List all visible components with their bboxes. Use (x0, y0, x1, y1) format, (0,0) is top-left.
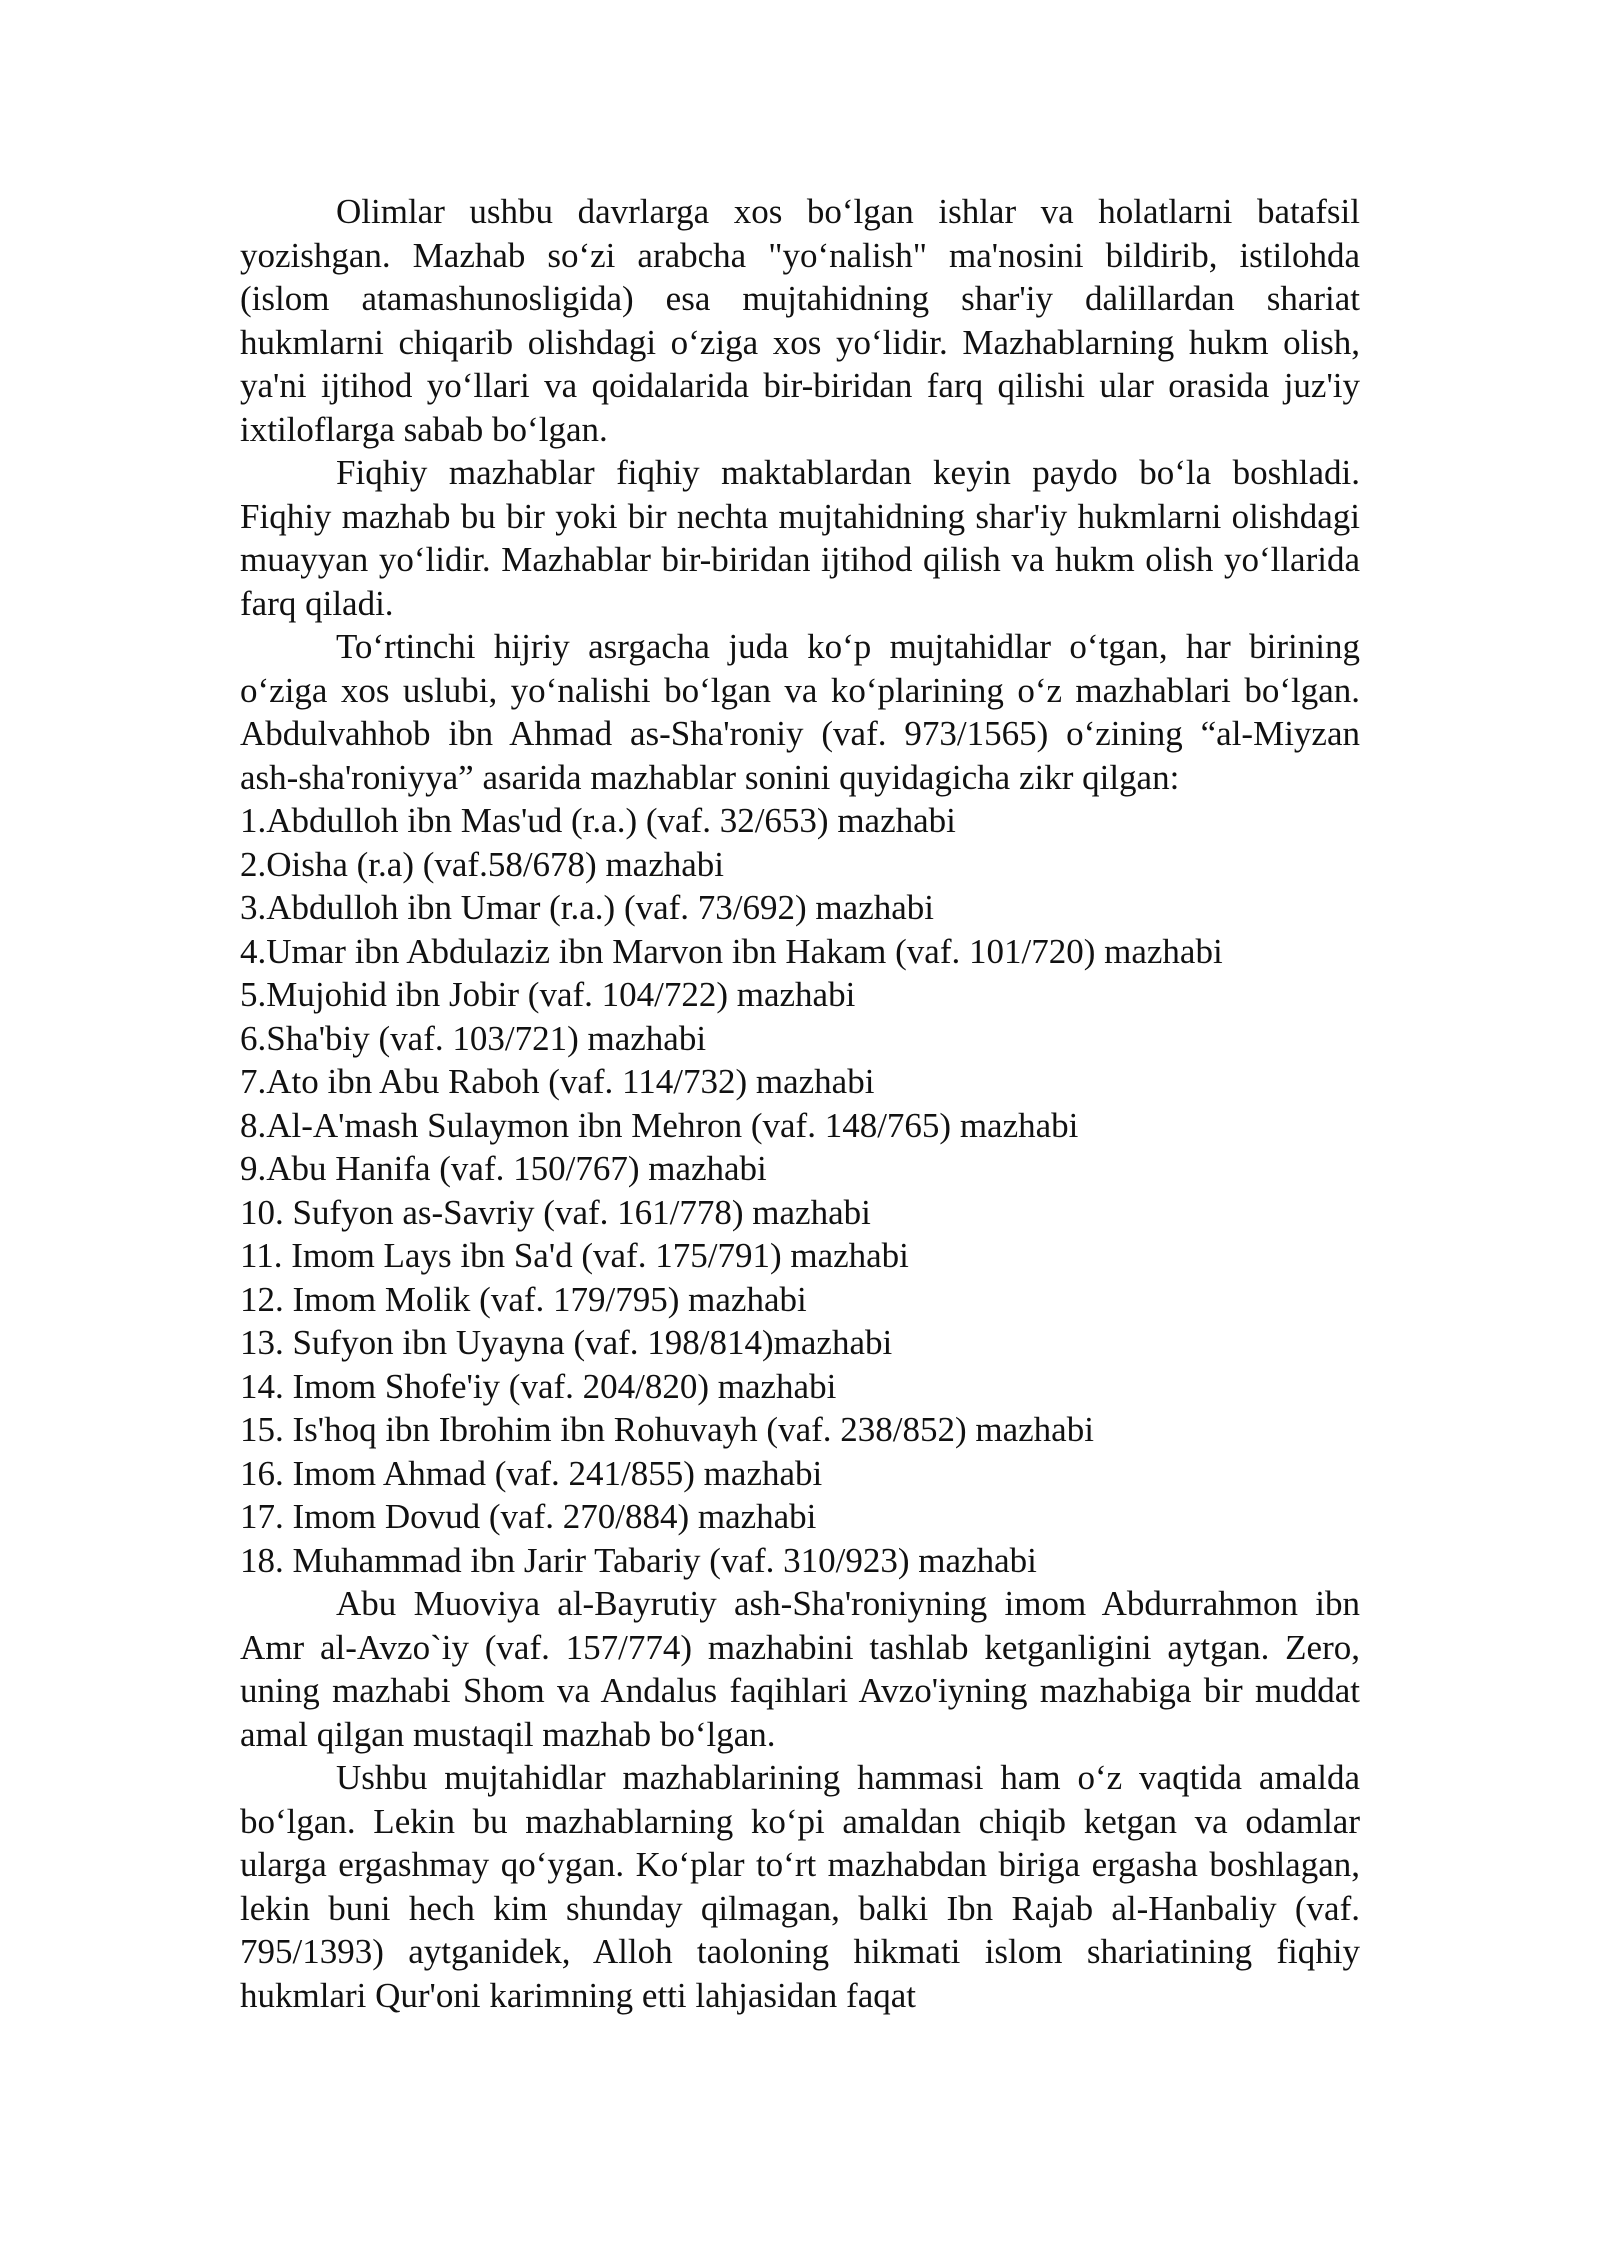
list-item: 16. Imom Ahmad (vaf. 241/855) mazhabi (240, 1453, 823, 1493)
list-item: 12. Imom Molik (vaf. 179/795) mazhabi (240, 1279, 807, 1319)
list-item: 7.Ato ibn Abu Raboh (vaf. 114/732) mazhabi (240, 1062, 875, 1101)
list-item: 4.Umar ibn Abdulaziz ibn Marvon ibn Hakam (vaf. 101/720) mazhabi (240, 931, 1223, 971)
list-item: 10. Sufyon as-Savriy (vaf. 161/778) mazhabi (240, 1192, 871, 1232)
list-item: 15. Is'hoq ibn Ibrohim ibn Rohuvayh (vaf. 238/852) mazhabi (240, 1410, 1094, 1449)
paragraph-sharoniy-intro: To‘rtinchi hijriy asrgacha juda ko‘p mujtahidlar o‘tgan, har birining o‘ziga xos uslubi, yo‘nalishi bo‘lgan va ko‘plarining o‘z mazhablari bo‘lgan. Abdulvahhob ibn Ahmad as-Sha'roniy (vaf. 973/1565) o‘zining “al-Miyzan ash-sha'roniyya” asarida mazhablar sonini quyidagicha zikr qilgan: (240, 627, 1360, 797)
list-item: 11. Imom Lays ibn Sa'd (vaf. 175/791) mazhabi (240, 1236, 909, 1275)
paragraph-avzoiy: Abu Muoviya al-Bayrutiy ash-Sha'roniyning imom Abdurrahmon ibn Amr al-Avzo`iy (vaf. 157/774) mazhabini tashlab ketganligini aytgan. Zero, uning mazhabi Shom va Andalus faqihlari Avzo'iyning mazhabiga bir muddat amal qilgan mustaqil mazhab bo‘lgan. (240, 1584, 1360, 1754)
paragraph-mazhab-definition: Olimlar ushbu davrlarga xos bo‘lgan ishlar va holatlarni batafsil yozishgan. Mazhab so‘zi arabcha "yo‘nalish" ma'nosini bildirib, istilohda (islom atamashunosligida) esa mujtahidning shar'iy dalillardan shariat hukmlarni chiqarib olishdagi o‘ziga xos yo‘lidir. Mazhablarning hukm olish, ya'ni ijtihod yo‘llari va qoidalarida bir-biridan farq qilishi ular orasida juz'iy ixtiloflarga sabab bo‘lgan. (240, 192, 1360, 449)
list-item: 1.Abdulloh ibn Mas'ud (r.a.) (vaf. 32/653) mazhabi (240, 801, 956, 840)
list-item: 17. Imom Dovud (vaf. 270/884) mazhabi (240, 1497, 817, 1536)
paragraph-fiqhiy-mazhablar: Fiqhiy mazhablar fiqhiy maktablardan keyin paydo bo‘la boshladi. Fiqhiy mazhab bu bir yoki bir nechta mujtahidning shar'iy hukmlarni olishdagi muayyan yo‘lidir. Mazhablar bir-biridan ijtihod qilish va hukm olish yo‘llarida farq qiladi. (240, 453, 1360, 623)
list-item: 13. Sufyon ibn Uyayna (vaf. 198/814)mazhabi (240, 1323, 893, 1362)
list-item: 18. Muhammad ibn Jarir Tabariy (vaf. 310/923) mazhabi (240, 1540, 1037, 1580)
list-item: 9.Abu Hanifa (vaf. 150/767) mazhabi (240, 1149, 767, 1188)
list-item: 6.Sha'biy (vaf. 103/721) mazhabi (240, 1018, 707, 1058)
mazhab-list (240, 799, 1360, 1582)
list-item: 3.Abdulloh ibn Umar (r.a.) (vaf. 73/692) mazhabi (240, 888, 934, 927)
list-item: 2.Oisha (r.a) (vaf.58/678) mazhabi (240, 844, 725, 884)
list-item: 5.Mujohid ibn Jobir (vaf. 104/722) mazhabi (240, 975, 856, 1014)
document-page (240, 190, 1360, 2017)
list-item: 8.Al-A'mash Sulaymon ibn Mehron (vaf. 148/765) mazhabi (240, 1105, 1079, 1145)
paragraph-mujtahidlar: Ushbu mujtahidlar mazhablarining hammasi ham o‘z vaqtida amalda bo‘lgan. Lekin bu mazhablarning ko‘pi amaldan chiqib ketgan va odamlar ularga ergashmay qo‘ygan. Ko‘plar to‘rt mazhabdan biriga ergasha boshlagan, lekin buni hech kim shunday qilmagan, balki Ibn Rajab al-Hanbaliy (vaf. 795/1393) aytganidek, Alloh taoloning hikmati islom shariatining fiqhiy hukmlari Qur'oni karimning etti lahjasidan faqat (240, 1758, 1360, 2015)
list-item: 14. Imom Shofe'iy (vaf. 204/820) mazhabi (240, 1366, 837, 1406)
